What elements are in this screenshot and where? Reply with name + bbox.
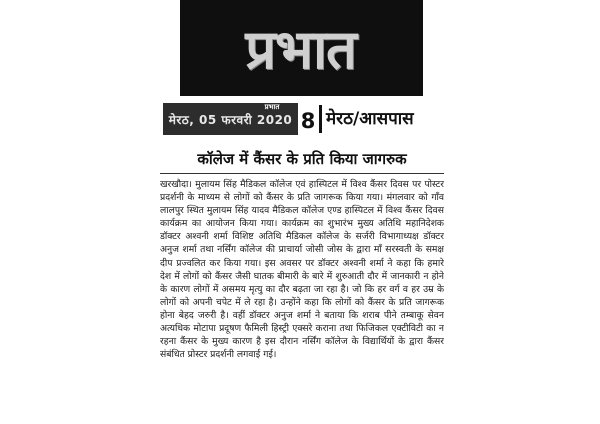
section-label: मेरठ/आसपास xyxy=(319,105,441,133)
page-number: 8 xyxy=(300,109,316,133)
article-body: खरखौदा। मुलायम सिंह मैडिकल कॉलेज एवं हास्पिटल में विश्व कैंसर दिवस पर पोस्टर प्रदर्शनी के माध्यम से लोगों को कैंसर के प्रति जागरूक किया गया। मंगलवार को गाँव लालपुर स्थित मुलायम सिंह यादव मैडिकल कॉलेज एण्ड हास्पिटल में विश्व कैंसर दिवस कार्यक्रम का आयोजन किया गया। कार्यक्रम का शुभारंभ मुख्य अतिथि महानिदेशक डॉक्टर अश्वनी शर्मा विशिष्ट अतिथि मैडिकल कॉलेज के सर्जरी विभागाध्यक्ष डॉक्टर अनुज शर्मा तथा नर्सिंग कॉलेज की प्राचार्या जोसी जोस के द्वारा माँ सरस्वती के समक्ष दीप प्रज्वलित कर किया गया। इस अवसर पर डॉक्टर अश्वनी शर्मा ने कहा कि हमारे देश में लोगों को कैंसर जैसी घातक बीमारी के बारे में शुरुआती दौर में जानकारी न होने के कारण लोगों में असमय मृत्यु का दौर बढ़ता जा रहा है। जो कि हर वर्ग व हर उम्र के लोगों को अपनी चपेट में ले रहा है। उन्होंने कहा कि लोगों को कैंसर के प्रति जागरूक होना बेहद जरुरी है। वहीं डॉक्टर अनुज शर्मा ने बताया कि शराब पीने तम्बाकू सेवन अत्यधिक मोटापा प्रदूषण फैमिली हिस्ट्री एक्सरे कराना तथा फिजिकल एक्टीविटी का न रहना कैंसर के मुख्य कारण है इस दौरान नर्सिंग कॉलेज के विद्यार्थियों के द्वारा कैंसर संबंधित प्रोस्टर प्रदर्शनी लगवाई गई। xyxy=(160,179,444,361)
headline-divider xyxy=(160,173,444,174)
masthead xyxy=(180,0,423,96)
dateline: मेरठ, 05 फरवरी 2020 xyxy=(163,103,298,135)
mini-logo: प्रभात xyxy=(264,103,280,111)
article-headline: कॉलेज में कैंसर के प्रति किया जागरुक xyxy=(197,150,407,168)
masthead-title: प्रभात xyxy=(245,18,356,81)
